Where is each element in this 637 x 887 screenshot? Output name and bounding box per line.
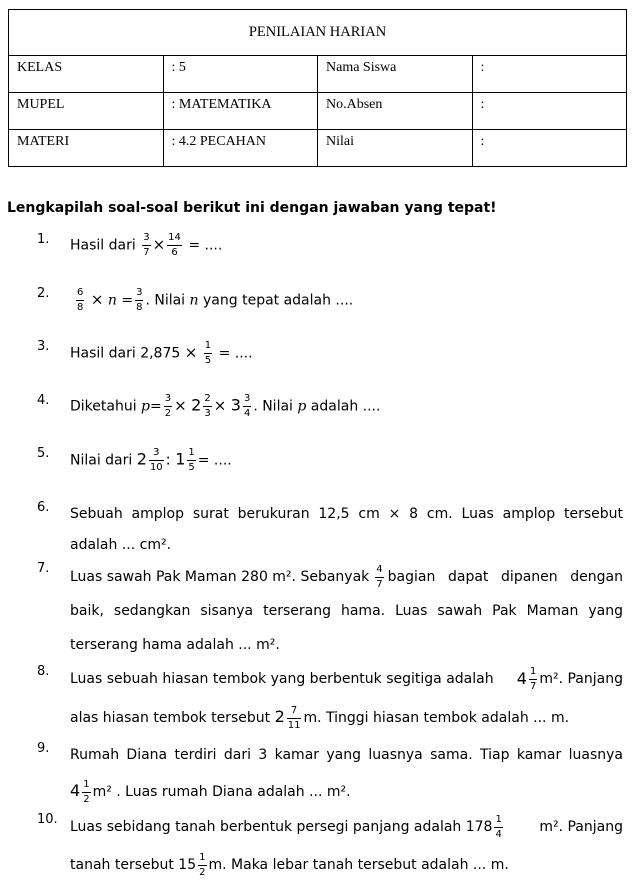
variable: n bbox=[107, 292, 117, 309]
fraction: $\frac{1}{4}$ bbox=[495, 813, 502, 840]
question-text: adalah ... cm². bbox=[70, 537, 172, 553]
question-2 bbox=[74, 288, 627, 313]
fraction: $\frac{7}{11}$ bbox=[287, 704, 301, 731]
whole-number: 3 bbox=[230, 395, 241, 415]
question-number: 4. bbox=[37, 393, 50, 408]
fraction: $\frac{6}{8}$ bbox=[77, 287, 84, 313]
question-line bbox=[70, 846, 623, 884]
operator: × bbox=[174, 396, 187, 415]
question-text: Rumah Diana terdiri dari 3 kamar yang luasnya sama. Tiap kamar luasnya bbox=[70, 747, 623, 763]
question-text: m. Maka lebar tanah tersebut adalah ... m. bbox=[208, 857, 509, 873]
question-text: yang tepat adalah .... bbox=[198, 292, 354, 309]
question-text: Hasil dari 2,875 bbox=[70, 345, 181, 362]
mupel-value: : MATEMATIKA bbox=[163, 93, 318, 130]
question-number: 6. bbox=[37, 500, 50, 515]
question-line bbox=[70, 660, 623, 698]
nilai-value: : bbox=[472, 130, 627, 167]
fraction: $\frac{2}{3}$ bbox=[204, 393, 211, 419]
whole-number: 2 bbox=[136, 449, 147, 469]
operator: × bbox=[184, 343, 198, 362]
operator: × bbox=[152, 235, 166, 254]
question-number: 3. bbox=[37, 339, 50, 354]
instruction: Lengkapilah soal-soal berikut ini dengan jawaban yang tepat! bbox=[7, 200, 497, 216]
question-5 bbox=[70, 448, 623, 473]
whole-number: 2 bbox=[191, 395, 202, 415]
question-text: baik, sedangkan sisanya terserang hama. Luas sawah Pak Maman yang bbox=[70, 603, 623, 619]
fraction: $\frac{1}{7}$ bbox=[529, 665, 537, 692]
question-8 bbox=[70, 660, 623, 737]
question-line bbox=[70, 698, 623, 737]
page-title: PENILAIAN HARIAN bbox=[9, 10, 627, 56]
fraction: $\frac{3}{7}$ bbox=[143, 232, 150, 258]
question-text: Luas sebidang tanah berbentuk persegi panjang adalah 178 bbox=[70, 819, 493, 835]
fraction: $\frac{1}{2}$ bbox=[83, 778, 90, 805]
equals: = bbox=[150, 398, 162, 415]
equals-blank: = .... bbox=[218, 345, 253, 362]
question-number: 5. bbox=[37, 446, 50, 461]
question-number: 1. bbox=[37, 232, 50, 247]
fraction: $\frac{1}{2}$ bbox=[199, 851, 206, 878]
question-3 bbox=[70, 341, 623, 366]
fraction: $\frac{3}{4}$ bbox=[243, 393, 251, 419]
question-text: m². Panjang bbox=[539, 819, 623, 835]
operator: : bbox=[165, 450, 171, 469]
question-text: m². Panjang bbox=[539, 671, 623, 687]
question-number: 10. bbox=[37, 812, 58, 827]
question-number: 2. bbox=[37, 286, 50, 301]
question-text: m² . Luas rumah Diana adalah ... m². bbox=[92, 784, 351, 800]
question-text: Sebuah amplop surat berukuran 12,5 cm × 8 cm. Luas amplop tersebut bbox=[70, 506, 623, 522]
question-text: tanah tersebut 15 bbox=[70, 857, 197, 873]
header-table bbox=[8, 9, 627, 167]
equals: = bbox=[121, 292, 134, 309]
fraction: $\frac{3}{8}$ bbox=[136, 287, 143, 313]
whole-number: 1 bbox=[175, 449, 186, 469]
question-6 bbox=[70, 499, 623, 561]
whole-number: 4 bbox=[70, 781, 81, 800]
question-text: . Nilai bbox=[253, 398, 298, 415]
fraction: $\frac{14}{6}$ bbox=[168, 232, 181, 258]
question-text: alas hiasan tembok tersebut bbox=[70, 710, 271, 726]
question-line bbox=[70, 560, 623, 594]
question-text: Hasil dari bbox=[70, 237, 136, 254]
question-text: adalah .... bbox=[306, 398, 381, 415]
fraction: $\frac{1}{5}$ bbox=[204, 340, 212, 366]
variable: p bbox=[141, 398, 151, 415]
mupel-label: MUPEL bbox=[9, 93, 164, 130]
nilai-label: Nilai bbox=[318, 130, 473, 167]
question-1 bbox=[70, 233, 623, 258]
question-text: bagian dapat dipanen dengan bbox=[387, 569, 623, 585]
whole-number: 2 bbox=[274, 707, 285, 726]
question-text: Diketahui bbox=[70, 398, 142, 415]
question-line bbox=[70, 773, 623, 810]
question-number: 9. bbox=[37, 741, 50, 756]
question-7 bbox=[70, 560, 623, 662]
question-text: terserang hama adalah ... m². bbox=[70, 637, 280, 653]
nama-siswa-value: : bbox=[472, 56, 627, 93]
question-number: 8. bbox=[37, 664, 50, 679]
question-text: m. Tinggi hiasan tembok adalah ... m. bbox=[303, 710, 570, 726]
equals-blank: = .... bbox=[197, 452, 232, 469]
fraction: $\frac{4}{7}$ bbox=[376, 563, 383, 590]
question-4 bbox=[70, 394, 623, 419]
kelas-label: KELAS bbox=[9, 56, 164, 93]
question-text: Nilai dari bbox=[70, 452, 133, 469]
variable: p bbox=[297, 398, 307, 415]
equals-blank: = .... bbox=[188, 237, 223, 254]
no-absen-value: : bbox=[472, 93, 627, 130]
no-absen-label: No.Absen bbox=[318, 93, 473, 130]
question-text: Luas sebuah hiasan tembok yang berbentuk segitiga adalah bbox=[70, 671, 494, 687]
question-text: . Nilai bbox=[145, 292, 190, 309]
fraction: $\frac{3}{2}$ bbox=[164, 393, 172, 419]
operator: × bbox=[213, 396, 227, 415]
kelas-value: : 5 bbox=[163, 56, 318, 93]
question-line bbox=[70, 808, 623, 846]
question-9 bbox=[70, 737, 623, 810]
fraction: $\frac{1}{5}$ bbox=[188, 447, 195, 473]
question-number: 7. bbox=[37, 561, 50, 576]
variable: n bbox=[189, 292, 199, 309]
nama-siswa-label: Nama Siswa bbox=[318, 56, 473, 93]
materi-label: MATERI bbox=[9, 130, 164, 167]
question-text: Luas sawah Pak Maman 280 m². Sebanyak bbox=[70, 569, 370, 585]
whole-number: 4 bbox=[516, 669, 527, 688]
fraction: $\frac{3}{10}$ bbox=[149, 447, 163, 473]
materi-value: : 4.2 PECAHAN bbox=[163, 130, 318, 167]
question-10 bbox=[70, 808, 623, 884]
operator: × bbox=[90, 290, 104, 309]
